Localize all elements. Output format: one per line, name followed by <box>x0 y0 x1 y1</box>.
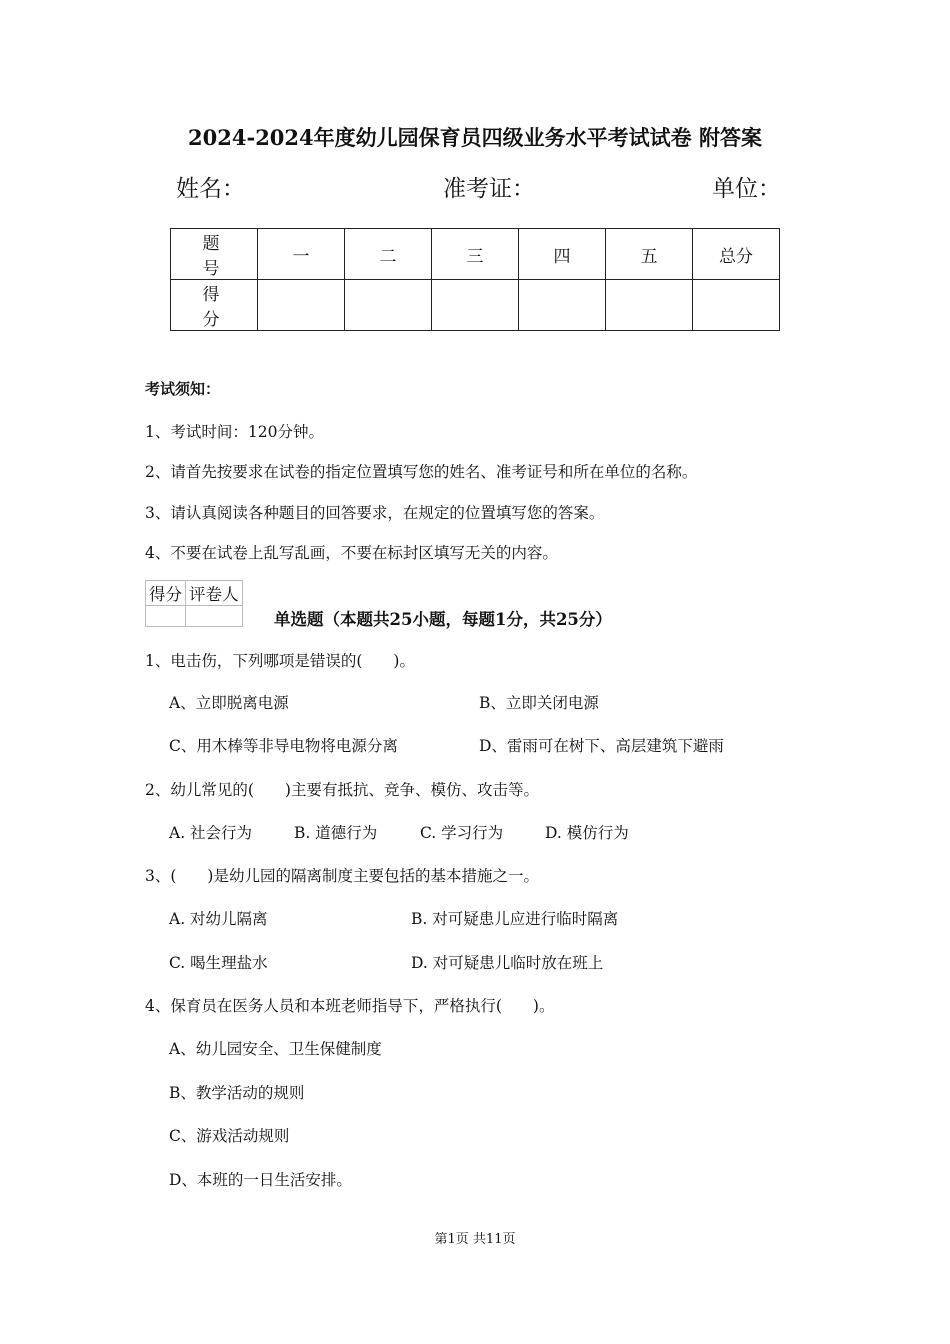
question-option[interactable]: D、雷雨可在树下、高层建筑下避雨 <box>479 737 724 755</box>
unit-field-label: 单位： <box>712 176 781 202</box>
question-option[interactable]: D. 对可疑患儿临时放在班上 <box>411 954 604 972</box>
question-stem: 4、保育员在医务人员和本班老师指导下，严格执行( )。 <box>145 997 555 1015</box>
question-option[interactable]: A、幼儿园安全、卫生保健制度 <box>169 1040 382 1058</box>
grader-score-cell[interactable] <box>146 606 186 627</box>
notice-item: 3、请认真阅读各种题目的回答要求，在规定的位置填写您的答案。 <box>145 504 605 522</box>
question-option[interactable]: A. 社会行为 <box>169 824 253 842</box>
grader-score-label: 得分 <box>146 581 186 606</box>
score-table-header-cell: 一 <box>258 229 345 280</box>
question-option[interactable]: B. 道德行为 <box>294 824 378 842</box>
grader-name-label: 评卷人 <box>186 581 243 606</box>
section-title: 单选题（本题共25小题，每题1分，共25分） <box>274 610 612 629</box>
question-stem: 2、幼儿常见的( )主要有抵抗、竞争、模仿、攻击等。 <box>145 781 539 799</box>
question-stem: 3、( )是幼儿园的隔离制度主要包括的基本措施之一。 <box>145 867 539 885</box>
question-option[interactable]: B、教学活动的规则 <box>169 1084 305 1102</box>
question-stem: 1、电击伤，下列哪项是错误的( )。 <box>145 652 415 670</box>
score-table-row-label: 得 分 <box>171 280 258 331</box>
notice-item: 2、请首先按要求在试卷的指定位置填写您的姓名、准考证号和所在单位的名称。 <box>145 463 698 481</box>
question-option[interactable]: B. 对可疑患儿应进行临时隔离 <box>411 910 619 928</box>
question-option[interactable]: B、立即关闭电源 <box>479 694 599 712</box>
notice-heading: 考试须知： <box>145 380 221 398</box>
score-table-header-row <box>171 229 780 280</box>
question-option[interactable]: C、用木棒等非导电物将电源分离 <box>169 737 398 755</box>
question-option[interactable]: A. 对幼儿隔离 <box>169 910 268 928</box>
score-table-score-row <box>171 280 780 331</box>
grader-box <box>145 580 243 627</box>
notice-item: 4、不要在试卷上乱写乱画，不要在标封区填写无关的内容。 <box>145 544 558 562</box>
score-cell[interactable] <box>432 280 519 331</box>
score-cell[interactable] <box>258 280 345 331</box>
grader-name-cell[interactable] <box>186 606 243 627</box>
exam-id-field-label: 准考证： <box>443 176 535 202</box>
question-option[interactable]: C、游戏活动规则 <box>169 1127 290 1145</box>
score-cell[interactable] <box>345 280 432 331</box>
score-table-header-cell: 二 <box>345 229 432 280</box>
notice-item: 1、考试时间：120分钟。 <box>145 423 324 441</box>
score-cell[interactable] <box>693 280 780 331</box>
question-option[interactable]: D. 模仿行为 <box>545 824 629 842</box>
score-table-header-cell: 题 号 <box>171 229 258 280</box>
score-cell[interactable] <box>519 280 606 331</box>
question-option[interactable]: D、本班的一日生活安排。 <box>169 1171 352 1189</box>
score-cell[interactable] <box>606 280 693 331</box>
question-option[interactable]: A、立即脱离电源 <box>169 694 289 712</box>
score-table-header-cell: 总分 <box>693 229 780 280</box>
score-table <box>170 228 780 331</box>
score-table-header-cell: 四 <box>519 229 606 280</box>
exam-title: 2024-2024年度幼儿园保育员四级业务水平考试试卷 附答案 <box>188 125 762 150</box>
page-footer: 第1页 共11页 <box>434 1232 516 1247</box>
score-table-header-cell: 三 <box>432 229 519 280</box>
question-option[interactable]: C. 喝生理盐水 <box>169 954 268 972</box>
name-field-label: 姓名： <box>176 176 245 202</box>
question-option[interactable]: C. 学习行为 <box>420 824 504 842</box>
score-table-header-cell: 五 <box>606 229 693 280</box>
